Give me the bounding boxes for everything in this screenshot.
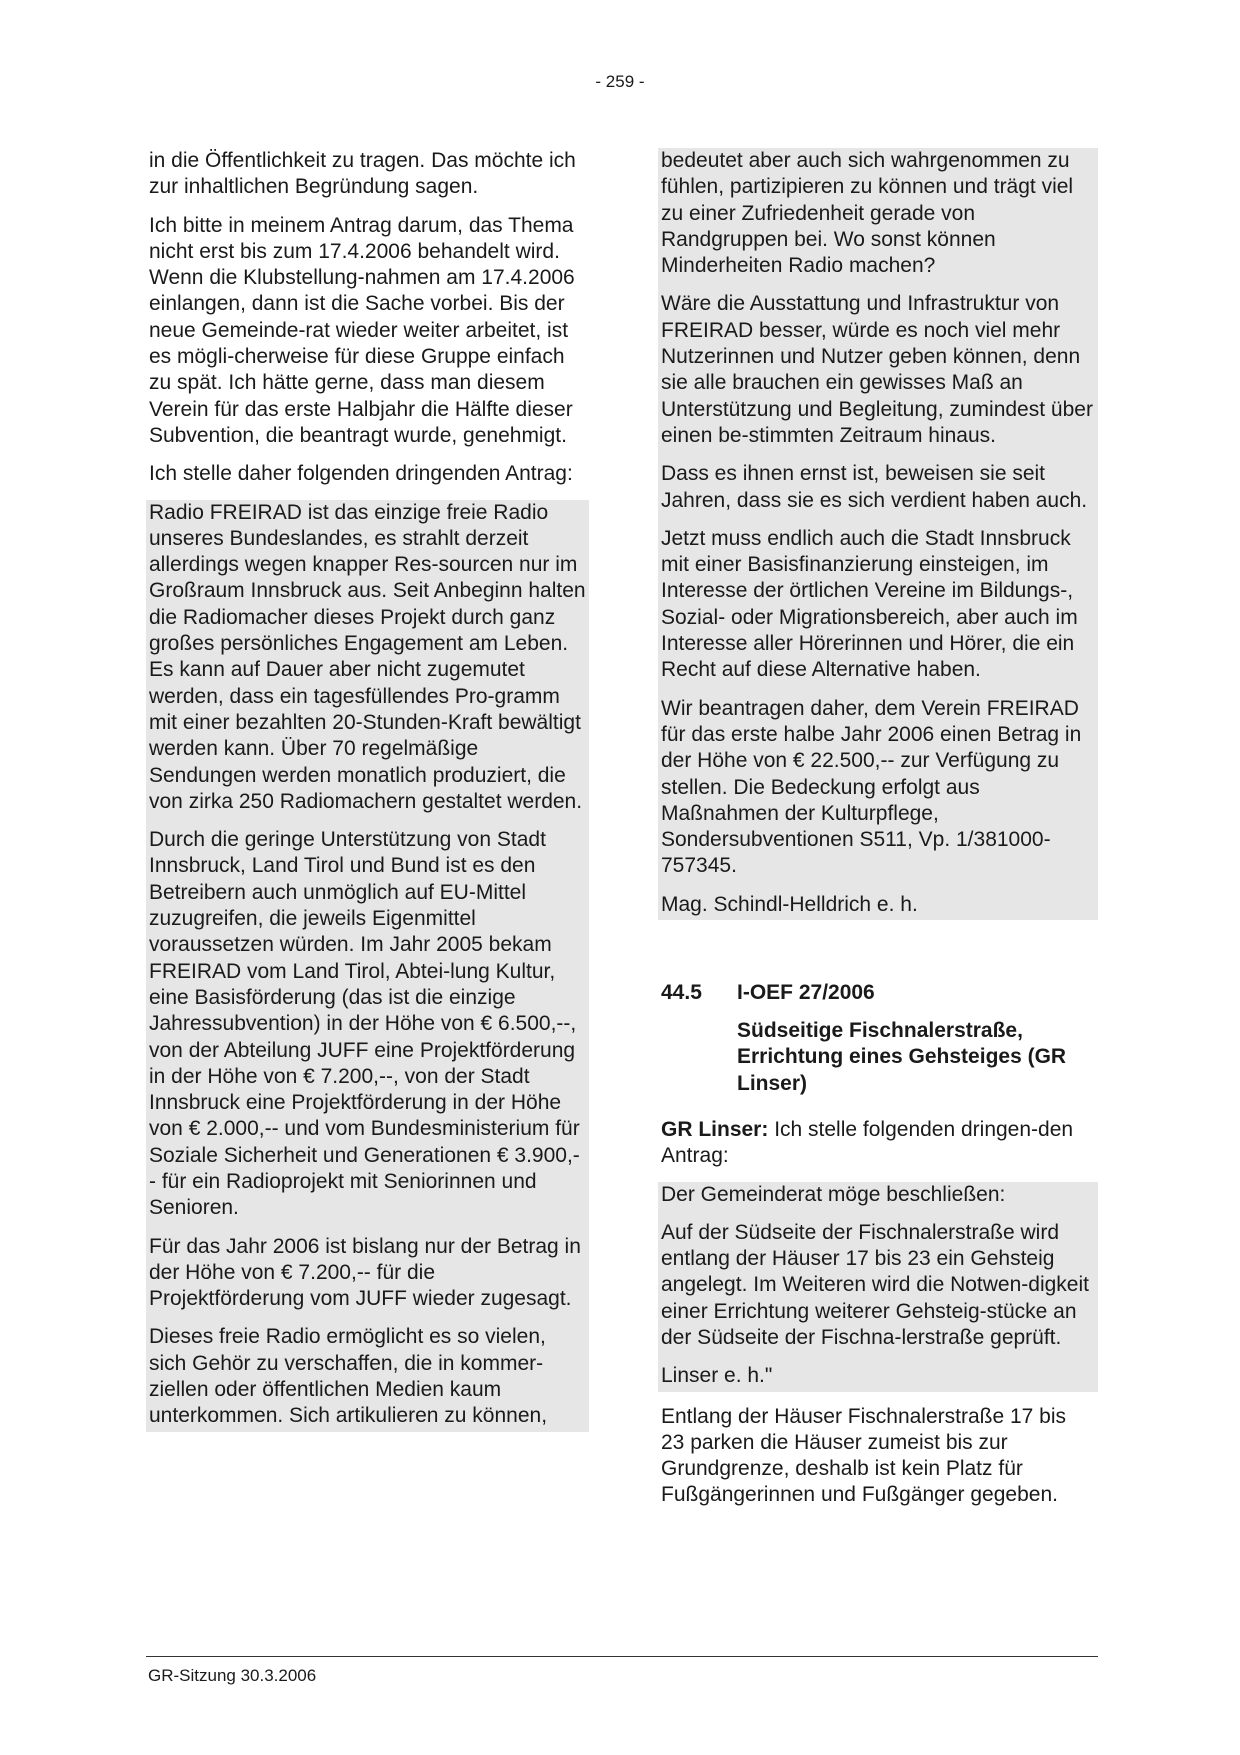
motion-text-block-continued — [658, 148, 1098, 920]
motion-signature: Mag. Schindl-Helldrich e. h. — [661, 892, 918, 916]
motion-paragraph: Wir beantragen daher, dem Verein FREIRAD für das erste halbe Jahr 2006 einen Betrag in der Höhe von € 22.500,-- zur Verfügung zu stellen. Die Bedeckung erfolgt aus Maßnahmen der Kulturpflege, Sondersubventionen S511, Vp. 1/381000-757345. — [661, 696, 1082, 878]
paragraph: Entlang der Häuser Fischnalerstraße 17 bis 23 parken die Häuser zumeist bis zur Grundgrenze, deshalb ist kein Platz für Fußgängerinnen und Fußgänger gegeben. — [661, 1404, 1067, 1507]
speech-text: Ich stelle folgenden dringen-den Antrag: — [661, 1117, 1074, 1168]
page-number: - 259 - — [595, 72, 645, 91]
motion-text-block — [146, 500, 589, 1432]
section-code: I-OEF 27/2006 — [737, 981, 875, 1005]
speaker-name: GR Linser: — [661, 1117, 769, 1141]
motion-paragraph: Der Gemeinderat möge beschließen: — [661, 1182, 1006, 1206]
left-column — [146, 148, 589, 1432]
motion-paragraph: Auf der Südseite der Fischnalerstraße wird entlang der Häuser 17 bis 23 ein Gehsteig angelegt. Im Weiteren wird die Notwen-digkeit einer Errichtung weiterer Gehsteig-stücke an der Südseite der Fischna-lerstraße geprüft. — [661, 1220, 1089, 1349]
speech-paragraph — [658, 1117, 1098, 1170]
section-subtitle: Südseitige Fischnalerstraße, Errichtung eines Gehsteiges (GR Linser) — [737, 1019, 1067, 1095]
section-number: 44.5 — [661, 981, 702, 1005]
motion-paragraph: bedeutet aber auch sich wahrgenommen zu fühlen, partizipieren zu können und trägt viel zu einer Zufriedenheit gerade von Randgruppen bei. Wo sonst können Minderheiten Radio machen? — [661, 149, 1074, 278]
motion-paragraph: Durch die geringe Unterstützung von Stadt Innsbruck, Land Tirol und Bund ist es den Betreibern auch unmöglich auf EU-Mittel zuzugreifen, die jeweils Eigenmittel voraussetzen würden. Im Jahr 2005 bekam FREIRAD vom Land Tirol, Abtei-lung Kultur, eine Basisförderung (das ist die einzige Jahressubvention) in der Höhe von € 6.500,--, von der Abteilung JUFF eine Projektförderung in der Höhe von € 7.200,--, von der Stadt Innsbruck eine Projektförderung in der Höhe von € 2.000,-- und vom Bundesministerium für Soziale Sicherheit und Generationen € 3.900,-- für ein Radioprojekt mit Seniorinnen und Senioren. — [149, 828, 580, 1220]
paragraph: in die Öffentlichkeit zu tragen. Das möchte ich zur inhaltlichen Begründung sagen. — [149, 149, 576, 199]
section-heading — [661, 980, 1095, 1006]
paragraph: Ich bitte in meinem Antrag darum, das Thema nicht erst bis zum 17.4.2006 behandelt wird. Wenn die Klubstellung-nahmen am 17.4.2006 einlangen, dann ist die Sache vorbei. Bis der neue Gemeinde-rat wieder weiter arbeitet, ist es mögli-cherweise für diese Gruppe einfach zu spät. Ich hätte gerne, dass man diesem Verein für das erste Halbjahr die Hälfte dieser Subvention, die beantragt wurde, genehmigt. — [149, 213, 575, 447]
motion-paragraph: Radio FREIRAD ist das einzige freie Radio unseres Bundeslandes, es strahlt derzeit allerdings wegen knapper Res-sourcen nur im Großraum Innsbruck aus. Seit Anbeginn halten die Radiomacher dieses Projekt durch ganz großes persönliches Engagement am Leben. Es kann auf Dauer aber nicht zugemutet werden, dass ein tagesfüllendes Pro-gramm mit einer bezahlten 20-Stunden-Kraft bewältigt werden kann. Über 70 regelmäßige Sendungen werden monatlich produziert, die von zirka 250 Radiomachern gestaltet werden. — [149, 500, 586, 813]
motion-paragraph: Wäre die Ausstattung und Infrastruktur von FREIRAD besser, würde es noch viel mehr Nutzerinnen und Nutzer geben können, denn sie alle brauchen ein gewisses Maß an Unterstützung und Begleitung, zumindest über einen be-stimmten Zeitraum hinaus. — [661, 292, 1093, 447]
motion-paragraph: Jetzt muss endlich auch die Stadt Innsbruck mit einer Basisfinanzierung einsteigen, im Interesse der örtlichen Vereine im Bildungs-, Sozial- oder Migrationsbereich, aber auch im Interesse aller Hörerinnen und Hörer, die ein Recht auf diese Alternative haben. — [661, 526, 1078, 682]
motion-signature: Linser e. h." — [661, 1364, 773, 1388]
agenda-section — [658, 980, 1098, 1097]
motion-paragraph: Dass es ihnen ernst ist, beweisen sie seit Jahren, dass sie es sich verdient haben auch. — [661, 462, 1088, 512]
footer-divider — [146, 1656, 1098, 1657]
paragraph: Ich stelle daher folgenden dringenden Antrag: — [149, 462, 573, 486]
motion-paragraph: Für das Jahr 2006 ist bislang nur der Betrag in der Höhe von € 7.200,-- für die Projektförderung vom JUFF wieder zugesagt. — [149, 1234, 581, 1311]
motion-text-block-2 — [658, 1182, 1098, 1392]
footer-session: GR-Sitzung 30.3.2006 — [148, 1666, 317, 1685]
right-column — [658, 148, 1098, 1521]
motion-paragraph: Dieses freie Radio ermöglicht es so vielen, sich Gehör zu verschaffen, die in kommer-ziellen oder öffentlichen Medien kaum unterkommen. Sich artikulieren zu können, — [149, 1325, 548, 1428]
